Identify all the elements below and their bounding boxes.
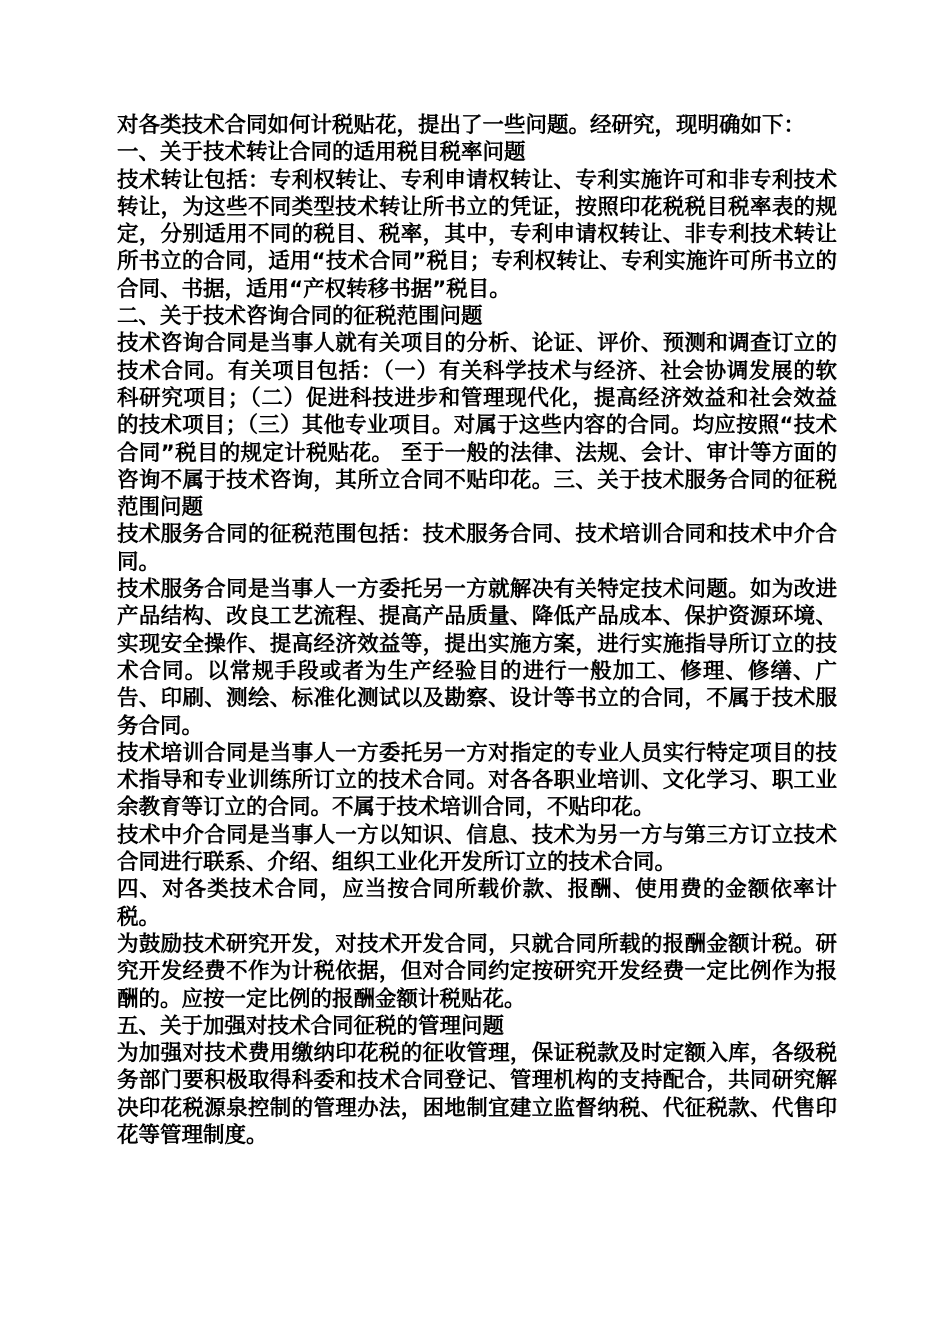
technical-service-paragraph: 技术服务合同是当事人一方委托另一方就解决有关特定技术问题。如为改进产品结构、改良工艺流程、提高产品质量、降低产品成本、保护资源环境、实现安全操作、提高经济效益等，提出实施方案，进行实施指导所订立的技术合同。以常规手段或者为生产经验目的进行一般加工、修理、修缮、广告、印刷、测绘、标准化测试以及勘察、设计等书立的合同，不属于技术服务合同。 xyxy=(117,577,837,739)
section-4-paragraph: 为鼓励技术研究开发，对技术开发合同，只就合同所载的报酬金额计税。研究开发经费不作为计税依据，但对合同约定按研究开发经费一定比例作为报酬的。应按一定比例的报酬金额计税贴花。 xyxy=(117,931,837,1012)
section-1-paragraph: 技术转让包括：专利权转让、专利申请权转让、专利实施许可和非专利技术转让，为这些不同类型技术转让所书立的凭证，按照印花税税目税率表的规定，分别适用不同的税目、税率，其中，专利申请权转让、非专利技术转让所书立的合同，适用“技术合同”税目；专利权转让、专利实施许可所书立的合同、书据，适用“产权转移书据”税目。 xyxy=(117,167,837,302)
section-heading-5: 五、关于加强对技术合同征税的管理问题 xyxy=(117,1013,505,1039)
section-2-paragraph: 技术咨询合同是当事人就有关项目的分析、论证、评价、预测和调查订立的技术合同。有关项目包括：（一）有关科学技术与经济、社会协调发展的软科研究项目；（二）促进科技进步和管理现代化，提高经济效益和社会效益的技术项目；（三）其他专业项目。对属于这些内容的合同。均应按照“技术合同”税目的规定计税贴花。 至于一般的法律、法规、会计、审计等方面的咨询不属于技术咨询，其所立合同不贴印花。三、关于技术服务合同的征税范围问题 xyxy=(117,331,837,521)
section-heading-2: 二、关于技术咨询合同的征税范围问题 xyxy=(117,304,483,330)
intro-paragraph: 对各类技术合同如何计税贴花，提出了一些问题。经研究，现明确如下： xyxy=(117,113,806,138)
section-5-paragraph: 为加强对技术费用缴纳印花税的征收管理，保证税款及时定额入库，各级税务部门要积极取得科委和技术合同登记、管理机构的支持配合，共同研究解决印花税源泉控制的管理办法，困地制宜建立监督纳税、代征税款、代售印花等管理制度。 xyxy=(117,1041,837,1148)
section-heading-4: 四、对各类技术合同，应当按合同所载价款、报酬、使用费的金额依率计税。 xyxy=(117,877,837,930)
technical-intermediary-paragraph: 技术中介合同是当事人一方以知识、信息、技术为另一方与第三方订立技术合同进行联系、介绍、组织工业化开发所订立的技术合同。 xyxy=(117,822,837,876)
section-3-paragraph: 技术服务合同的征税范围包括：技术服务合同、技术培训合同和技术中介合同。 xyxy=(117,522,837,575)
section-heading-1: 一、关于技术转让合同的适用税目税率问题 xyxy=(117,140,526,166)
technical-training-paragraph: 技术培训合同是当事人一方委托另一方对指定的专业人员实行特定项目的技术指导和专业训练所订立的技术合同。对各各职业培训、文化学习、职工业余教育等订立的合同。不属于技术培训合同，不贴印花。 xyxy=(117,740,837,821)
document-body xyxy=(117,112,837,1149)
